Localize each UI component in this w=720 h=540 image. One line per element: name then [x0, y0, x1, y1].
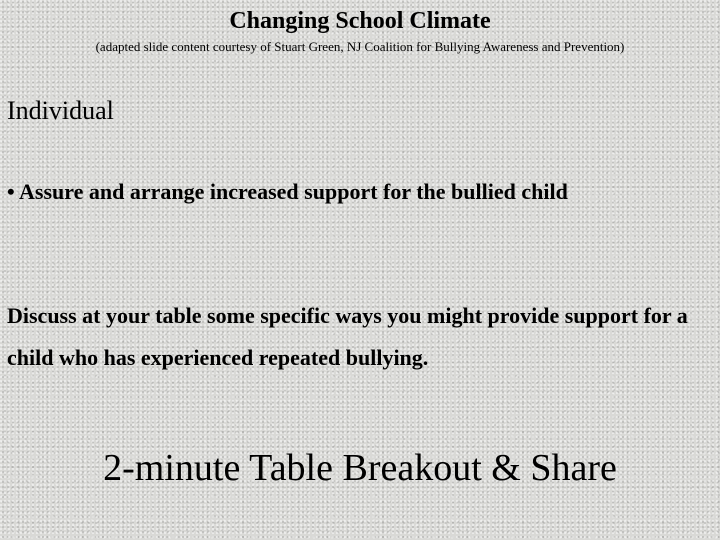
- discussion-prompt: Discuss at your table some specific ways you might provide support for a child who has experienced repeated bullying.: [7, 303, 688, 370]
- bullet-point: • Assure and arrange increased support for the bullied child: [7, 179, 568, 204]
- breakout-callout: 2-minute Table Breakout & Share: [103, 447, 617, 489]
- slide-subtitle: (adapted slide content courtesy of Stuart Green, NJ Coalition for Bullying Awareness and Prevention): [95, 39, 625, 54]
- slide-title: Changing School Climate: [229, 8, 491, 34]
- section-heading: Individual: [7, 96, 114, 125]
